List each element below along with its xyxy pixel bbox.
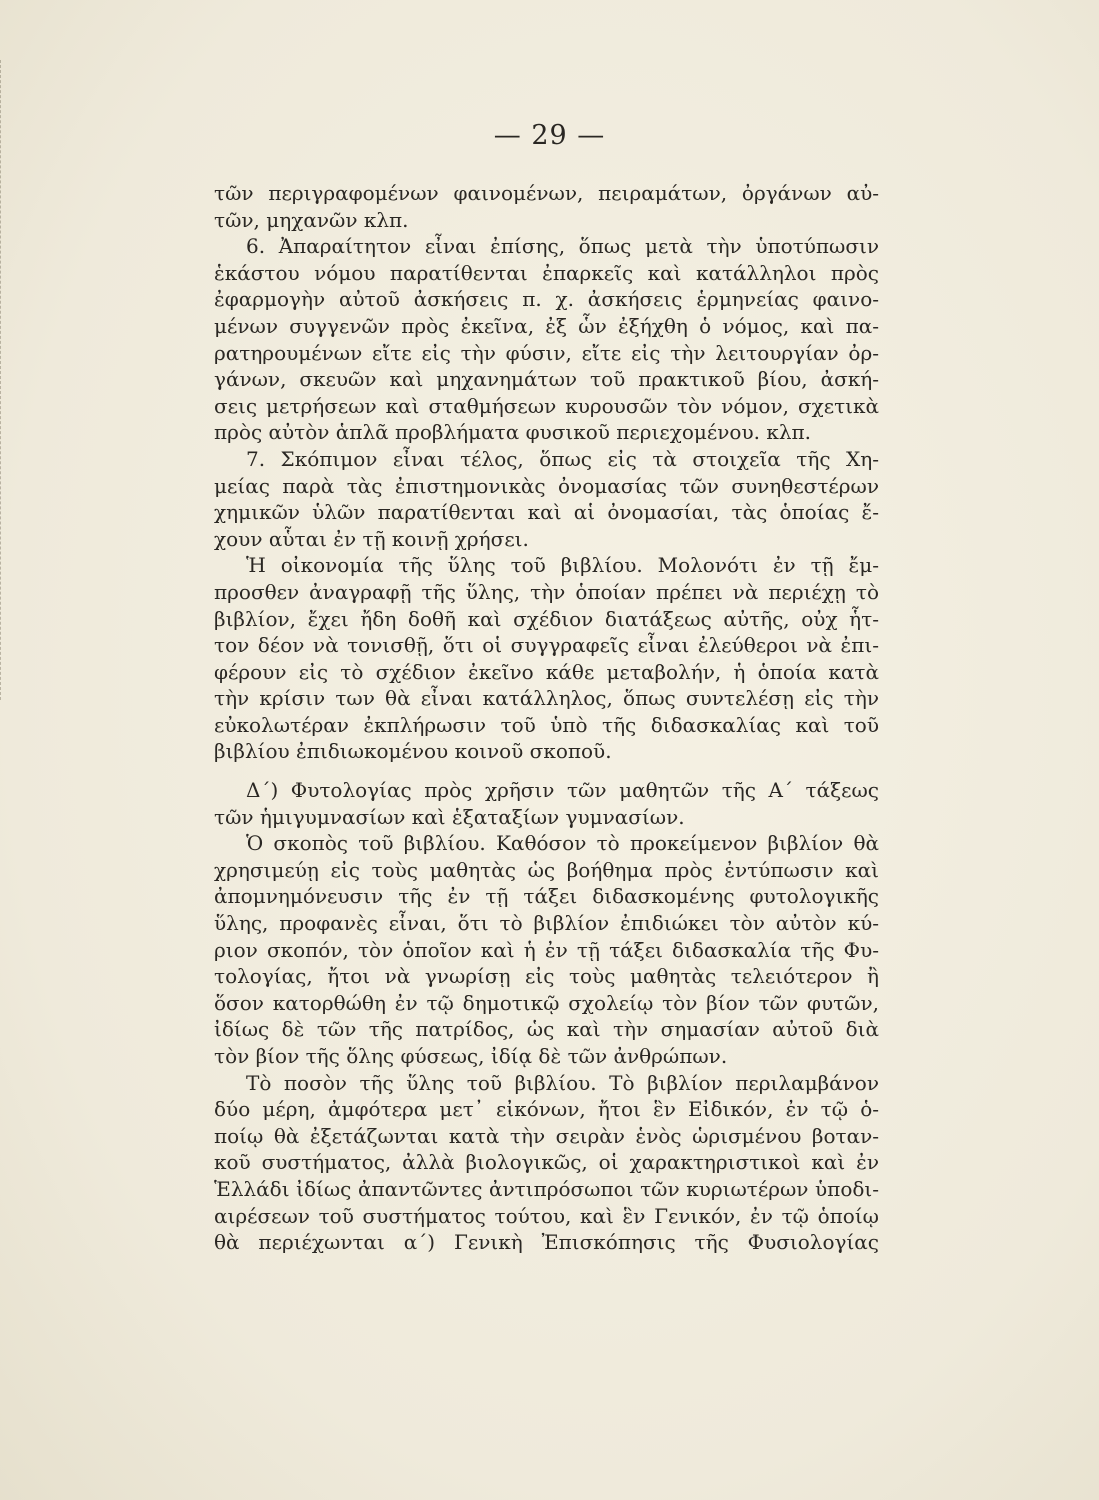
binding-margin — [0, 60, 17, 700]
text-line: τολογίας, ἤτοι νὰ γνωρίσῃ εἰς τοὺς μαθητὰς τελειότερον ἢ — [214, 964, 879, 989]
text-line: βιβλίου ἐπιδιωκομένου κοινοῦ σκοποῦ. — [214, 739, 612, 764]
text-line: τον δέον νὰ τονισθῇ, ὅτι οἱ συγγραφεῖς εἶναι ἐλεύθεροι νὰ ἐπι- — [214, 633, 879, 658]
text-line: ἀπομνημόνευσιν τῆς ἐν τῇ τάξει διδασκομένης φυτολογικῆς — [214, 884, 879, 909]
text-line: εὐκολωτέραν ἐκπλήρωσιν τοῦ ὑπὸ τῆς διδασκαλίας καὶ τοῦ — [214, 712, 879, 737]
text-line: Ἑλλάδι ἰδίως ἀπαντῶντες ἀντιπρόσωποι τῶν κυριωτέρων ὑποδι- — [214, 1176, 879, 1201]
text-line: μείας παρὰ τὰς ἐπιστημονικὰς ὀνομασίας τῶν συνηθεστέρων — [214, 473, 879, 498]
spacer — [214, 765, 879, 777]
text-line: τῶν, μηχανῶν κλπ. — [214, 207, 409, 232]
text-line: ἐφαρμογὴν αὐτοῦ ἀσκήσεις π. χ. ἀσκήσεις ἑρμηνείας φαινο- — [214, 287, 879, 312]
text-line: χουν αὗται ἐν τῇ κοινῇ χρήσει. — [214, 526, 529, 551]
text-line: σεις μετρήσεων καὶ σταθμήσεων κυρουσῶν τὸν νόμον, σχετικὰ — [214, 393, 879, 418]
text-line: Ἡ οἰκονομία τῆς ὕλης τοῦ βιβλίου. Μολονότι ἐν τῇ ἔμ- — [246, 553, 879, 578]
text-line: Δ΄) Φυτολογίας πρὸς χρῆσιν τῶν μαθητῶν τῆς Α΄ τάξεως — [246, 778, 879, 803]
text-line: χρησιμεύῃ εἰς τοὺς μαθητὰς ὡς βοήθημα πρὸς ἐντύπωσιν καὶ — [214, 857, 879, 882]
page-number: — 29 — — [493, 120, 606, 151]
text-line: γάνων, σκευῶν καὶ μηχανημάτων τοῦ πρακτικοῦ βίου, ἀσκή- — [214, 367, 879, 392]
text-line: ὅσον κατορθώθη ἐν τῷ δημοτικῷ σχολείῳ τὸν βίον τῶν φυτῶν, — [214, 990, 879, 1015]
text-line: αιρέσεων τοῦ συστήματος τούτου, καὶ ἓν Γενικόν, ἐν τῷ ὁποίῳ — [214, 1203, 879, 1228]
text-line: προσθεν ἀναγραφῇ τῆς ὕλης, τὴν ὁποίαν πρέπει νὰ περιέχῃ τὸ — [214, 579, 879, 604]
text-line: ρατηρουμένων εἴτε εἰς τὴν φύσιν, εἴτε εἰς τὴν λειτουργίαν ὀρ- — [214, 340, 879, 365]
text-line: χημικῶν ὑλῶν παρατίθενται καὶ αἱ ὀνομασίαι, τὰς ὁποίας ἔ- — [214, 500, 879, 525]
text-line: ποίῳ θὰ ἐξετάζωνται κατὰ τὴν σειρὰν ἑνὸς ὡρισμένου βοταν- — [214, 1123, 879, 1148]
text-line: τῶν ἡμιγυμνασίων καὶ ἑξαταξίων γυμνασίων. — [214, 804, 685, 829]
text-line: 7. Σκόπιμον εἶναι τέλος, ὅπως εἰς τὰ στοιχεῖα τῆς Χη- — [246, 446, 879, 471]
text-line: ὕλης, προφανὲς εἶναι, ὅτι τὸ βιβλίον ἐπιδιώκει τὸν αὐτὸν κύ- — [214, 911, 879, 936]
text-line: Ὁ σκοπὸς τοῦ βιβλίου. Καθόσον τὸ προκείμενον βιβλίον θὰ — [246, 831, 879, 856]
text-line: πρὸς αὐτὸν ἁπλᾶ προβλήματα φυσικοῦ περιεχομένου. κλπ. — [214, 420, 812, 445]
text-line: ἑκάστου νόμου παρατίθενται ἐπαρκεῖς καὶ κατάλληλοι πρὸς — [214, 260, 879, 285]
text-line: Τὸ ποσὸν τῆς ὕλης τοῦ βιβλίου. Τὸ βιβλίον περιλαμβάνον — [246, 1070, 879, 1095]
text-line: βιβλίον, ἔχει ἤδη δοθῆ καὶ σχέδιον διατάξεως αὐτῆς, οὐχ ἧτ- — [214, 606, 879, 631]
text-line: θὰ περιέχωνται α΄) Γενικὴ Ἐπισκόπησις τῆς Φυσιολογίας — [214, 1230, 879, 1255]
text-line: ἰδίως δὲ τῶν τῆς πατρίδος, ὡς καὶ τὴν σημασίαν αὐτοῦ διὰ — [214, 1017, 879, 1042]
text-line: κοῦ συστήματος, ἀλλὰ βιολογικῶς, οἱ χαρακτηριστικοὶ καὶ ἐν — [214, 1150, 879, 1175]
text-line: δύο μέρη, ἀμφότερα μετ᾽ εἰκόνων, ἤτοι ἓν Εἰδικόν, ἐν τῷ ὁ- — [214, 1097, 879, 1122]
page-body-text — [214, 180, 879, 1256]
text-line: μένων συγγενῶν πρὸς ἐκεῖνα, ἐξ ὧν ἐξήχθη ὁ νόμος, καὶ πα- — [214, 313, 879, 338]
text-line: ριον σκοπόν, τὸν ὁποῖον καὶ ἡ ἐν τῇ τάξει διδασκαλία τῆς Φυ- — [214, 937, 879, 962]
text-line: φέρουν εἰς τὸ σχέδιον ἐκεῖνο κάθε μεταβολήν, ἡ ὁποία κατὰ — [214, 659, 879, 684]
text-line: τῶν περιγραφομένων φαινομένων, πειραμάτων, ὀργάνων αὐ- — [214, 181, 879, 205]
text-line: 6. Ἀπαραίτητον εἶναι ἐπίσης, ὅπως μετὰ τὴν ὑποτύπωσιν — [246, 234, 879, 259]
text-line: τὸν βίον τῆς ὅλης φύσεως, ἰδίᾳ δὲ τῶν ἀνθρώπων. — [214, 1044, 728, 1068]
text-line: τὴν κρίσιν των θὰ εἶναι κατάλληλος, ὅπως συντελέσῃ εἰς τὴν — [214, 686, 879, 711]
